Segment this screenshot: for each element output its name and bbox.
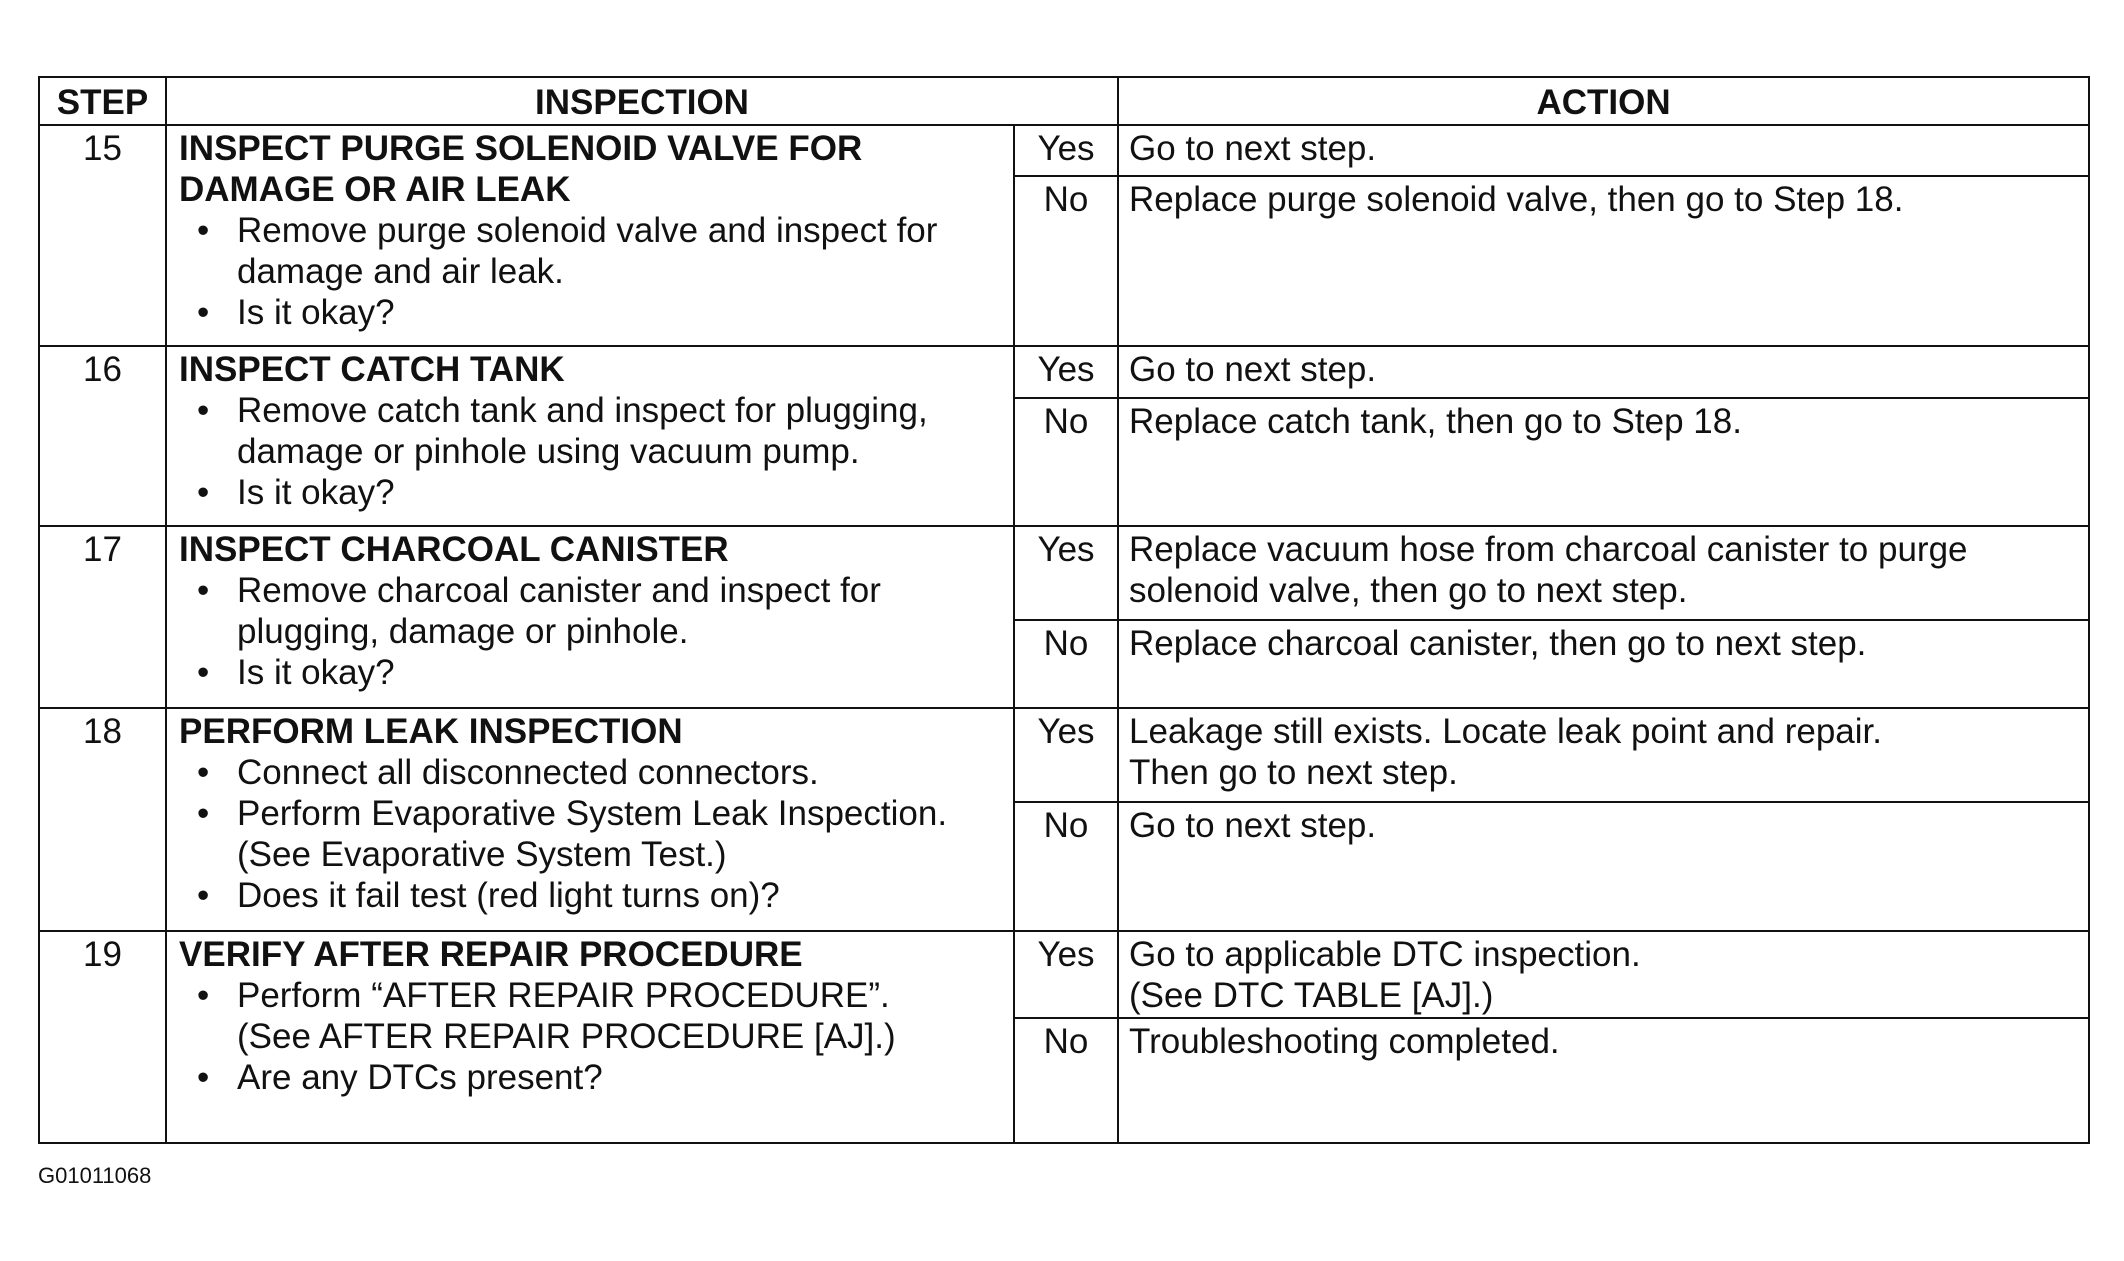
inspection-bullet-line: • Remove charcoal canister and inspect for xyxy=(237,570,881,610)
inspection-cell xyxy=(166,931,1014,1143)
action-yes-line: Go to applicable DTC inspection. xyxy=(1129,934,1641,974)
inspection-bullet-line: • Connect all disconnected connectors. xyxy=(237,753,819,793)
inspection-bullet-list xyxy=(179,570,1001,693)
step-number: 17 xyxy=(39,526,166,708)
step-number: 15 xyxy=(39,125,166,346)
inspection-bullet-list xyxy=(179,975,1001,1098)
inspection-bullet xyxy=(179,752,1001,793)
inspection-bullet-line: damage and air leak. xyxy=(237,252,564,291)
answer-no: No xyxy=(1014,176,1118,346)
inspection-title xyxy=(179,349,1001,390)
inspection-title-line: INSPECT CHARCOAL CANISTER xyxy=(179,529,729,569)
step-number: 19 xyxy=(39,931,166,1143)
inspection-cell xyxy=(166,346,1014,525)
answer-no: No xyxy=(1014,398,1118,526)
inspection-title xyxy=(179,711,1001,752)
table-row xyxy=(39,346,2089,397)
table-row xyxy=(39,931,2089,1018)
inspection-bullet-line: damage or pinhole using vacuum pump. xyxy=(237,432,860,472)
inspection-bullet-line: (See Evaporative System Test.) xyxy=(237,835,727,875)
action-yes-line: Go to next step. xyxy=(1129,350,1377,390)
table-row xyxy=(39,125,2089,176)
action-yes-line: (See DTC TABLE [AJ].) xyxy=(1129,975,1494,1015)
inspection-bullet-line: (See AFTER REPAIR PROCEDURE [AJ].) xyxy=(237,1016,896,1056)
inspection-title xyxy=(179,128,1001,210)
answer-yes: Yes xyxy=(1014,931,1118,1018)
answer-yes: Yes xyxy=(1014,125,1118,176)
action-yes xyxy=(1118,346,2089,397)
inspection-bullet-line: • Perform “AFTER REPAIR PROCEDURE”. xyxy=(237,975,890,1015)
inspection-title xyxy=(179,529,1001,570)
inspection-bullet-list xyxy=(179,752,1001,916)
table-body xyxy=(39,125,2089,1143)
inspection-title xyxy=(179,934,1001,975)
action-yes-line: solenoid valve, then go to next step. xyxy=(1129,570,1688,610)
inspection-bullet-list xyxy=(179,210,1001,333)
action-yes-line: Go to next step. xyxy=(1129,129,1377,168)
inspection-bullet xyxy=(179,570,1001,652)
inspection-bullet xyxy=(179,975,1001,1057)
inspection-column-header: INSPECTION xyxy=(166,77,1118,125)
inspection-bullet-line: • Are any DTCs present? xyxy=(237,1057,603,1097)
inspection-title-line: DAMAGE OR AIR LEAK xyxy=(179,170,571,209)
action-no xyxy=(1118,1018,2089,1143)
inspection-bullet-line: • Is it okay? xyxy=(237,473,395,513)
action-no xyxy=(1118,802,2089,930)
inspection-bullet xyxy=(179,390,1001,472)
inspection-bullet-line: • Is it okay? xyxy=(237,652,395,692)
table-row xyxy=(39,708,2089,802)
action-yes-line: Then go to next step. xyxy=(1129,753,1458,793)
inspection-bullet xyxy=(179,472,1001,513)
answer-yes: Yes xyxy=(1014,708,1118,802)
action-no-line: Replace catch tank, then go to Step 18. xyxy=(1129,401,1742,441)
inspection-title-line: INSPECT PURGE SOLENOID VALVE FOR xyxy=(179,129,863,168)
action-no-line: Replace charcoal canister, then go to next step. xyxy=(1129,623,1867,663)
inspection-bullet-line: • Perform Evaporative System Leak Inspection. xyxy=(237,794,948,834)
inspection-title-line: INSPECT CATCH TANK xyxy=(179,350,565,390)
inspection-bullet-list xyxy=(179,390,1001,513)
action-yes xyxy=(1118,708,2089,802)
action-no-line: Troubleshooting completed. xyxy=(1129,1021,1560,1061)
action-column-header: ACTION xyxy=(1118,77,2089,125)
inspection-bullet xyxy=(179,292,1001,333)
inspection-bullet xyxy=(179,793,1001,875)
table-header-row xyxy=(39,77,2089,125)
answer-no: No xyxy=(1014,620,1118,708)
inspection-cell xyxy=(166,708,1014,930)
inspection-cell xyxy=(166,526,1014,708)
figure-id: G01011068 xyxy=(38,1163,152,1188)
inspection-bullet-line: • Is it okay? xyxy=(237,293,395,332)
action-no xyxy=(1118,620,2089,708)
action-yes xyxy=(1118,125,2089,176)
inspection-bullet xyxy=(179,652,1001,693)
inspection-bullet xyxy=(179,875,1001,916)
answer-yes: Yes xyxy=(1014,346,1118,397)
answer-no: No xyxy=(1014,1018,1118,1143)
action-no-line: Go to next step. xyxy=(1129,806,1377,846)
action-yes-line: Leakage still exists. Locate leak point and repair. xyxy=(1129,712,1882,752)
step-number: 18 xyxy=(39,708,166,930)
action-yes-line: Replace vacuum hose from charcoal canister to purge xyxy=(1129,529,1968,569)
action-no xyxy=(1118,176,2089,346)
step-column-header: STEP xyxy=(39,77,166,125)
answer-no: No xyxy=(1014,802,1118,930)
inspection-bullet xyxy=(179,210,1001,292)
diagnostic-procedure-table xyxy=(38,76,2090,1144)
inspection-cell xyxy=(166,125,1014,346)
inspection-bullet-line: • Remove purge solenoid valve and inspect for xyxy=(237,211,938,250)
step-number: 16 xyxy=(39,346,166,525)
table-row xyxy=(39,526,2089,620)
inspection-bullet-line: plugging, damage or pinhole. xyxy=(237,611,689,651)
inspection-title-line: PERFORM LEAK INSPECTION xyxy=(179,712,683,752)
inspection-title-line: VERIFY AFTER REPAIR PROCEDURE xyxy=(179,934,803,974)
answer-yes: Yes xyxy=(1014,526,1118,620)
action-yes xyxy=(1118,931,2089,1018)
action-yes xyxy=(1118,526,2089,620)
inspection-bullet xyxy=(179,1057,1001,1098)
action-no-line: Replace purge solenoid valve, then go to Step 18. xyxy=(1129,180,1904,220)
action-no xyxy=(1118,398,2089,526)
inspection-bullet-line: • Remove catch tank and inspect for plugging, xyxy=(237,391,928,431)
inspection-bullet-line: • Does it fail test (red light turns on)? xyxy=(237,876,780,916)
